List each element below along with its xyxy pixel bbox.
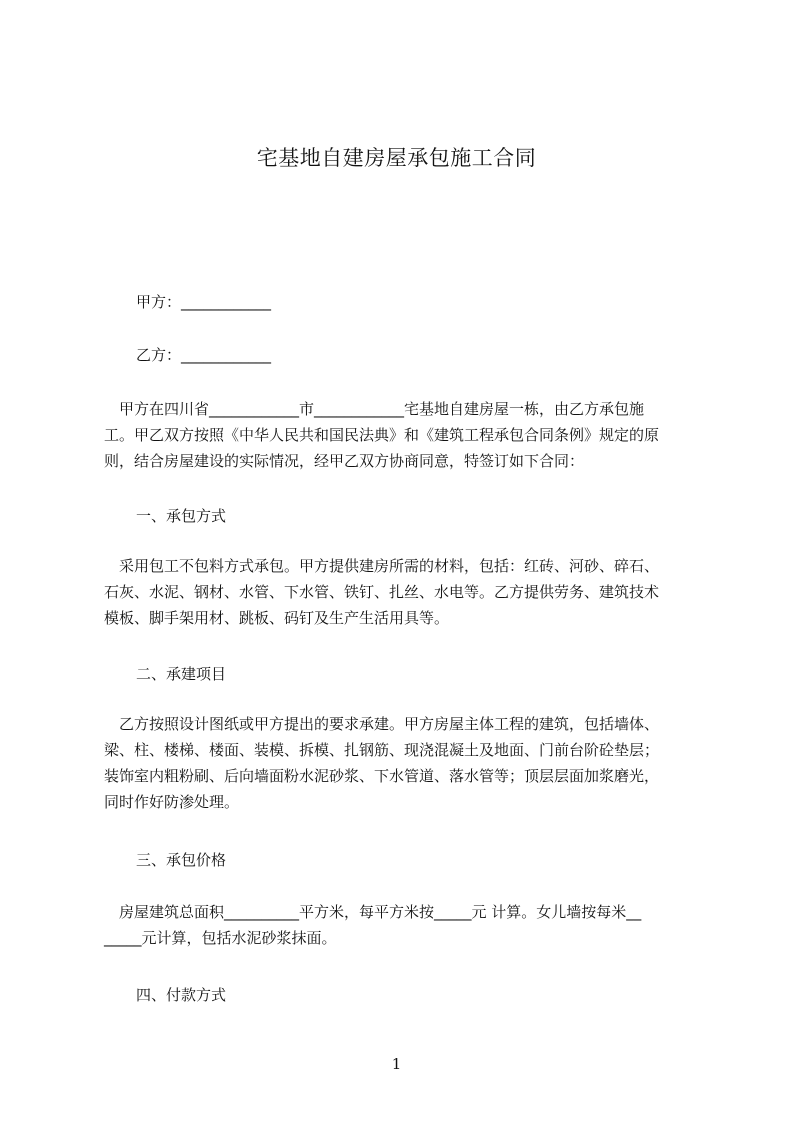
section-body-contract-mode — [104, 553, 704, 631]
section-heading-price: 三、承包价格 — [136, 851, 227, 869]
section-heading-project: 二、承建项目 — [136, 665, 227, 683]
body-line: 石灰、水泥、钢材、水管、下水管、铁钉、扎丝、水电等。乙方提供劳务、建筑技术 — [104, 583, 660, 601]
body-line: 装饰室内粗粉刷、后向墙面粉水泥砂浆、下水管道、落水管等；顶层层面加浆磨光， — [104, 767, 660, 785]
intro-paragraph — [104, 396, 704, 474]
body-line: _____元计算，包括水泥砂浆抹面。 — [104, 929, 337, 947]
body-line: 模板、脚手架用材、跳板、码钉及生产生活用具等。 — [104, 609, 450, 627]
contract-title: 宅基地自建房屋承包施工合同 — [256, 146, 537, 170]
page-number: 1 — [391, 1055, 402, 1073]
body-line: 房屋建筑总面积__________平方米，每平方米按_____元 计算。女儿墙按每米__ — [104, 903, 642, 921]
body-line: 同时作好防渗处理。 — [104, 793, 240, 811]
section-body-project — [104, 711, 704, 815]
section-heading-payment: 四、付款方式 — [136, 986, 227, 1004]
body-line: 采用包工不包料方式承包。甲方提供建房所需的材料，包括：红砖、河砂、碎石、 — [104, 557, 660, 575]
intro-line: 甲方在四川省____________市____________宅基地自建房屋一栋，由乙方承包施 — [104, 400, 645, 418]
intro-line: 工。甲乙双方按照《中华人民共和国民法典》和《建筑工程承包合同条例》规定的原 — [104, 426, 660, 444]
party-b-line: 乙方：____________ — [136, 346, 272, 364]
intro-line: 则，结合房屋建设的实际情况，经甲乙双方协商同意，特签订如下合同： — [104, 452, 585, 470]
body-line: 梁、柱、楼梯、楼面、装模、拆模、扎钢筋、现浇混凝土及地面、门前台阶砼垫层； — [104, 741, 660, 759]
section-body-price — [104, 899, 704, 951]
body-line: 乙方按照设计图纸或甲方提出的要求承建。甲方房屋主体工程的建筑，包括墙体、 — [104, 715, 660, 733]
party-a-line: 甲方：____________ — [136, 293, 272, 311]
section-heading-contract-mode: 一、承包方式 — [136, 507, 227, 525]
